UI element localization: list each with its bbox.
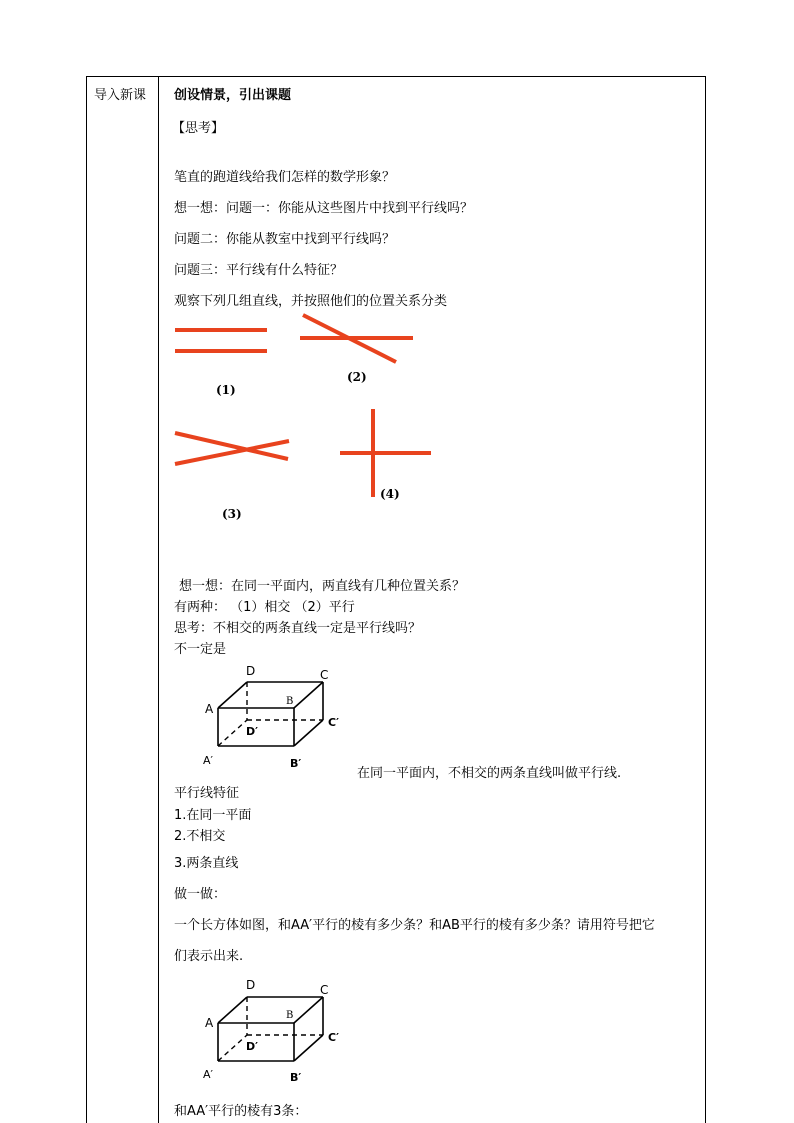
column-divider [158,76,159,1123]
cube1-label-B-prime: B′ [290,757,302,770]
figure-3-label: (3) [222,507,242,521]
cube2-label-A: A [205,1016,214,1030]
cube1-label-C-prime: C′ [328,716,339,729]
cube2-label-D-prime: D′ [246,1040,259,1053]
practice-title: 做一做： [174,887,227,902]
paragraph-2: 想一想：问题一：你能从这些图片中找到平行线吗？ [174,201,474,216]
figure-intersecting-lines-b [170,425,295,470]
cube1-label-A-prime: A′ [203,754,214,767]
feature-3: 3.两条直线 [174,856,239,871]
features-title: 平行线特征 [174,786,240,801]
think-tag: 【思考】 [172,121,225,136]
heading: 创设情景，引出课题 [174,88,292,103]
figure-perpendicular-lines [335,405,435,500]
cube1-label-A: A [205,702,214,716]
cube1-label-D: D [246,664,256,678]
cube2-label-C-prime: C′ [328,1031,339,1044]
cube1-label-D-prime: D′ [246,725,259,738]
cube2-label-A-prime: A′ [203,1068,214,1081]
feature-2: 2.不相交 [174,829,226,844]
paragraph-4: 问题三：平行线有什么特征？ [174,263,344,278]
relations-answer: 有两种： （1）相交 （2）平行 [174,600,355,615]
cube2-label-B-prime: B′ [290,1071,302,1084]
practice-question-line-2: 们表示出来. [174,949,244,964]
figure-1-label: (1) [216,383,236,397]
relations-think: 思考：不相交的两条直线一定是平行线吗？ [174,621,422,636]
practice-answer: 和AA′平行的棱有3条： [174,1104,308,1119]
paragraph-1: 笔直的跑道线给我们怎样的数学形象？ [174,170,396,185]
feature-1: 1.在同一平面 [174,808,252,823]
figure-intersecting-lines-a [295,310,420,370]
figure-parallel-lines [170,320,280,370]
figure-4-label: (4) [380,487,400,501]
practice-question-line-1: 一个长方体如图，和AA′平行的棱有多少条？和AB平行的棱有多少条？请用符号把它 [174,918,655,933]
cube2-label-D: D [246,978,256,992]
relations-think-answer: 不一定是 [174,642,227,657]
paragraph-5: 观察下列几组直线，并按照他们的位置关系分类 [174,294,448,309]
cube1-label-B: B [286,696,294,707]
section-label: 导入新课 [94,88,147,103]
figure-2-label: (2) [347,370,367,384]
relations-question: 想一想：在同一平面内，两直线有几种位置关系？ [179,579,466,594]
cube1-label-C: C [320,668,329,682]
cube2-label-C: C [320,983,329,997]
definition: 在同一平面内，不相交的两条直线叫做平行线. [357,766,622,781]
cube2-label-B: B [286,1010,294,1021]
paragraph-3: 问题二：你能从教室中找到平行线吗？ [174,232,396,247]
